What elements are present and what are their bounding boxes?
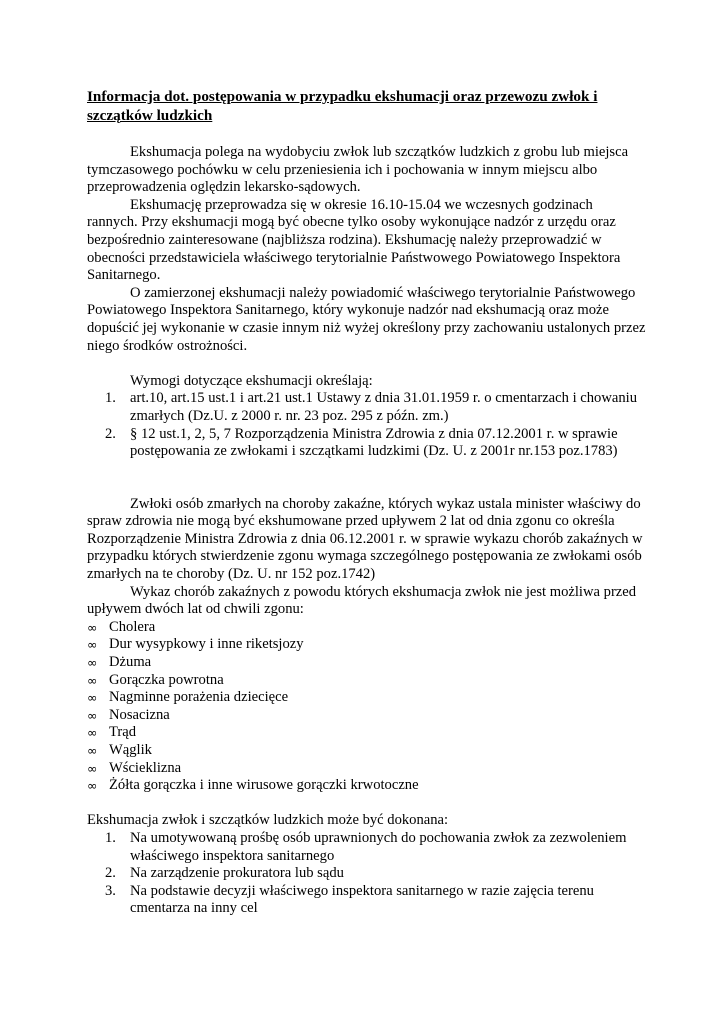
list-item xyxy=(87,777,647,795)
list-item-text: Na podstawie decyzji właściwego inspektora sanitarnego w razie zajęcia terenu cmentarza na inny cel xyxy=(130,882,594,917)
list-item-text: Nagminne porażenia dziecięce xyxy=(109,689,289,706)
list-number: 1. xyxy=(105,829,116,846)
list-item-text: Dur wysypkowy i inne riketsjozy xyxy=(109,636,304,653)
infinity-bullet-icon: ∞ xyxy=(87,760,98,776)
list-item xyxy=(105,829,647,865)
intro-paragraph-1: Ekshumacja polega na wydobyciu zwłok lub szczątków ludzkich z grobu lub miejsca tymczasowego pochówku w celu przeniesienia ich i pochowania w innym miejscu albo przeprowadzenia oględzin lekarsko-sądowych. xyxy=(87,144,629,196)
list-item xyxy=(87,619,647,637)
infinity-bullet-icon: ∞ xyxy=(87,637,98,653)
list-item xyxy=(87,707,647,725)
infinity-bullet-icon: ∞ xyxy=(87,707,98,723)
list-item xyxy=(87,724,647,742)
list-number: 2. xyxy=(105,865,116,882)
infinity-bullet-icon: ∞ xyxy=(87,743,98,758)
infinity-bullet-icon: ∞ xyxy=(87,655,98,671)
list-item xyxy=(105,390,647,425)
disease-list-intro: Wykaz chorób zakaźnych z powodu których ekshumacja zwłok nie jest możliwa przed upływem dwóch lat od chwili zgonu: xyxy=(87,583,637,618)
list-number: 3. xyxy=(105,882,116,899)
list-item-text: art.10, art.15 ust.1 i art.21 ust.1 Ustawy z dnia 31.01.1959 r. o cmentarzach i chowaniu zmarłych (Dz.U. z 2000 r. nr. 23 poz. 295 z późn. zm.) xyxy=(130,390,638,424)
list-item-text: Wąglik xyxy=(109,742,152,758)
list-item-text: § 12 ust.1, 2, 5, 7 Rozporządzenia Ministra Zdrowia z dnia 07.12.2001 r. w sprawie postępowania ze zwłokami i szczątkami ludzkimi (Dz. U. z 2001r nr.153 poz.1783) xyxy=(130,425,618,460)
list-item xyxy=(87,654,647,672)
list-item xyxy=(87,636,647,654)
infinity-bullet-icon: ∞ xyxy=(87,778,98,794)
spacer xyxy=(87,795,647,813)
infectious-paragraph: Zwłoki osób zmarłych na choroby zakaźne, których wykaz ustala minister właściwy do spraw zdrowia nie mogą być ekshumowane przed upływem 2 lat od dnia zgonu co określa Rozporządzenie Ministra Zdrowia z dnia 06.12.2001 r. w sprawie wykazu chorób zakaźnych w przypadku których stwierdzenie zgonu wymaga szczególnego postępowania ze zwłokami osób zmarłych na te choroby (Dz. U. nr 152 poz.1742) xyxy=(87,495,643,583)
list-item-text: Cholera xyxy=(109,618,156,635)
conditions-list xyxy=(87,830,647,918)
list-item-text: Na umotywowaną prośbę osób uprawnionych do pochowania zwłok za zezwoleniem właściwego inspektora sanitarnego xyxy=(130,829,627,864)
intro-paragraph-3: O zamierzonej ekshumacji należy powiadomić właściwego terytorialnie Państwowego Powiatowego Inspektora Sanitarnego, który wykonuje nadzór nad ekshumacją oraz może dopuścić jej wykonanie w czasie innym niż wyżej określony przy zachowaniu ustalonych przez niego środków ostrożności. xyxy=(87,284,646,354)
intro-paragraph-2: Ekshumację przeprowadza się w okresie 16.10-15.04 we wczesnych godzinach rannych. Przy ekshumacji mogą być obecne tylko osoby wykonujące nadzór z urzędu oraz bezpośrednio zainteresowane (najbliższa rodzina). Ekshumację należy przeprowadzić w obecności przedstawiciela właściwego terytorialnie Państwowego Powiatowego Inspektora Sanitarnego. xyxy=(87,196,621,284)
spacer xyxy=(87,461,647,496)
list-item-text: Na zarządzenie prokuratora lub sądu xyxy=(130,865,344,882)
list-item-text: Wścieklizna xyxy=(109,759,182,776)
list-item xyxy=(87,672,647,690)
list-item xyxy=(105,425,647,461)
disease-list xyxy=(87,619,647,795)
infinity-bullet-icon: ∞ xyxy=(87,672,98,688)
list-item xyxy=(87,760,647,778)
list-item-text: Trąd xyxy=(109,724,137,741)
list-item-text: Dżuma xyxy=(109,654,152,671)
list-item-text: Gorączka powrotna xyxy=(109,671,224,688)
document-title: Informacja dot. postępowania w przypadku ekshumacji oraz przewozu zwłok i szczątków ludzkich xyxy=(87,88,598,124)
list-item-text: Żółta gorączka i inne wirusowe gorączki krwotoczne xyxy=(109,777,419,794)
list-number: 1. xyxy=(105,390,116,407)
requirements-list xyxy=(87,390,647,460)
infinity-bullet-icon: ∞ xyxy=(87,690,98,706)
infinity-bullet-icon: ∞ xyxy=(87,619,98,635)
conditions-heading: Ekshumacja zwłok i szczątków ludzkich może być dokonana: xyxy=(87,812,449,829)
document-body xyxy=(87,88,647,918)
list-number: 2. xyxy=(105,425,116,442)
infinity-bullet-icon: ∞ xyxy=(87,725,98,741)
spacer xyxy=(87,355,647,373)
list-item xyxy=(105,882,647,918)
list-item-text: Nosacizna xyxy=(109,706,170,723)
list-item xyxy=(87,742,647,760)
list-item xyxy=(105,865,647,883)
list-item xyxy=(87,689,647,707)
requirements-heading: Wymogi dotyczące ekshumacji określają: xyxy=(130,372,373,389)
